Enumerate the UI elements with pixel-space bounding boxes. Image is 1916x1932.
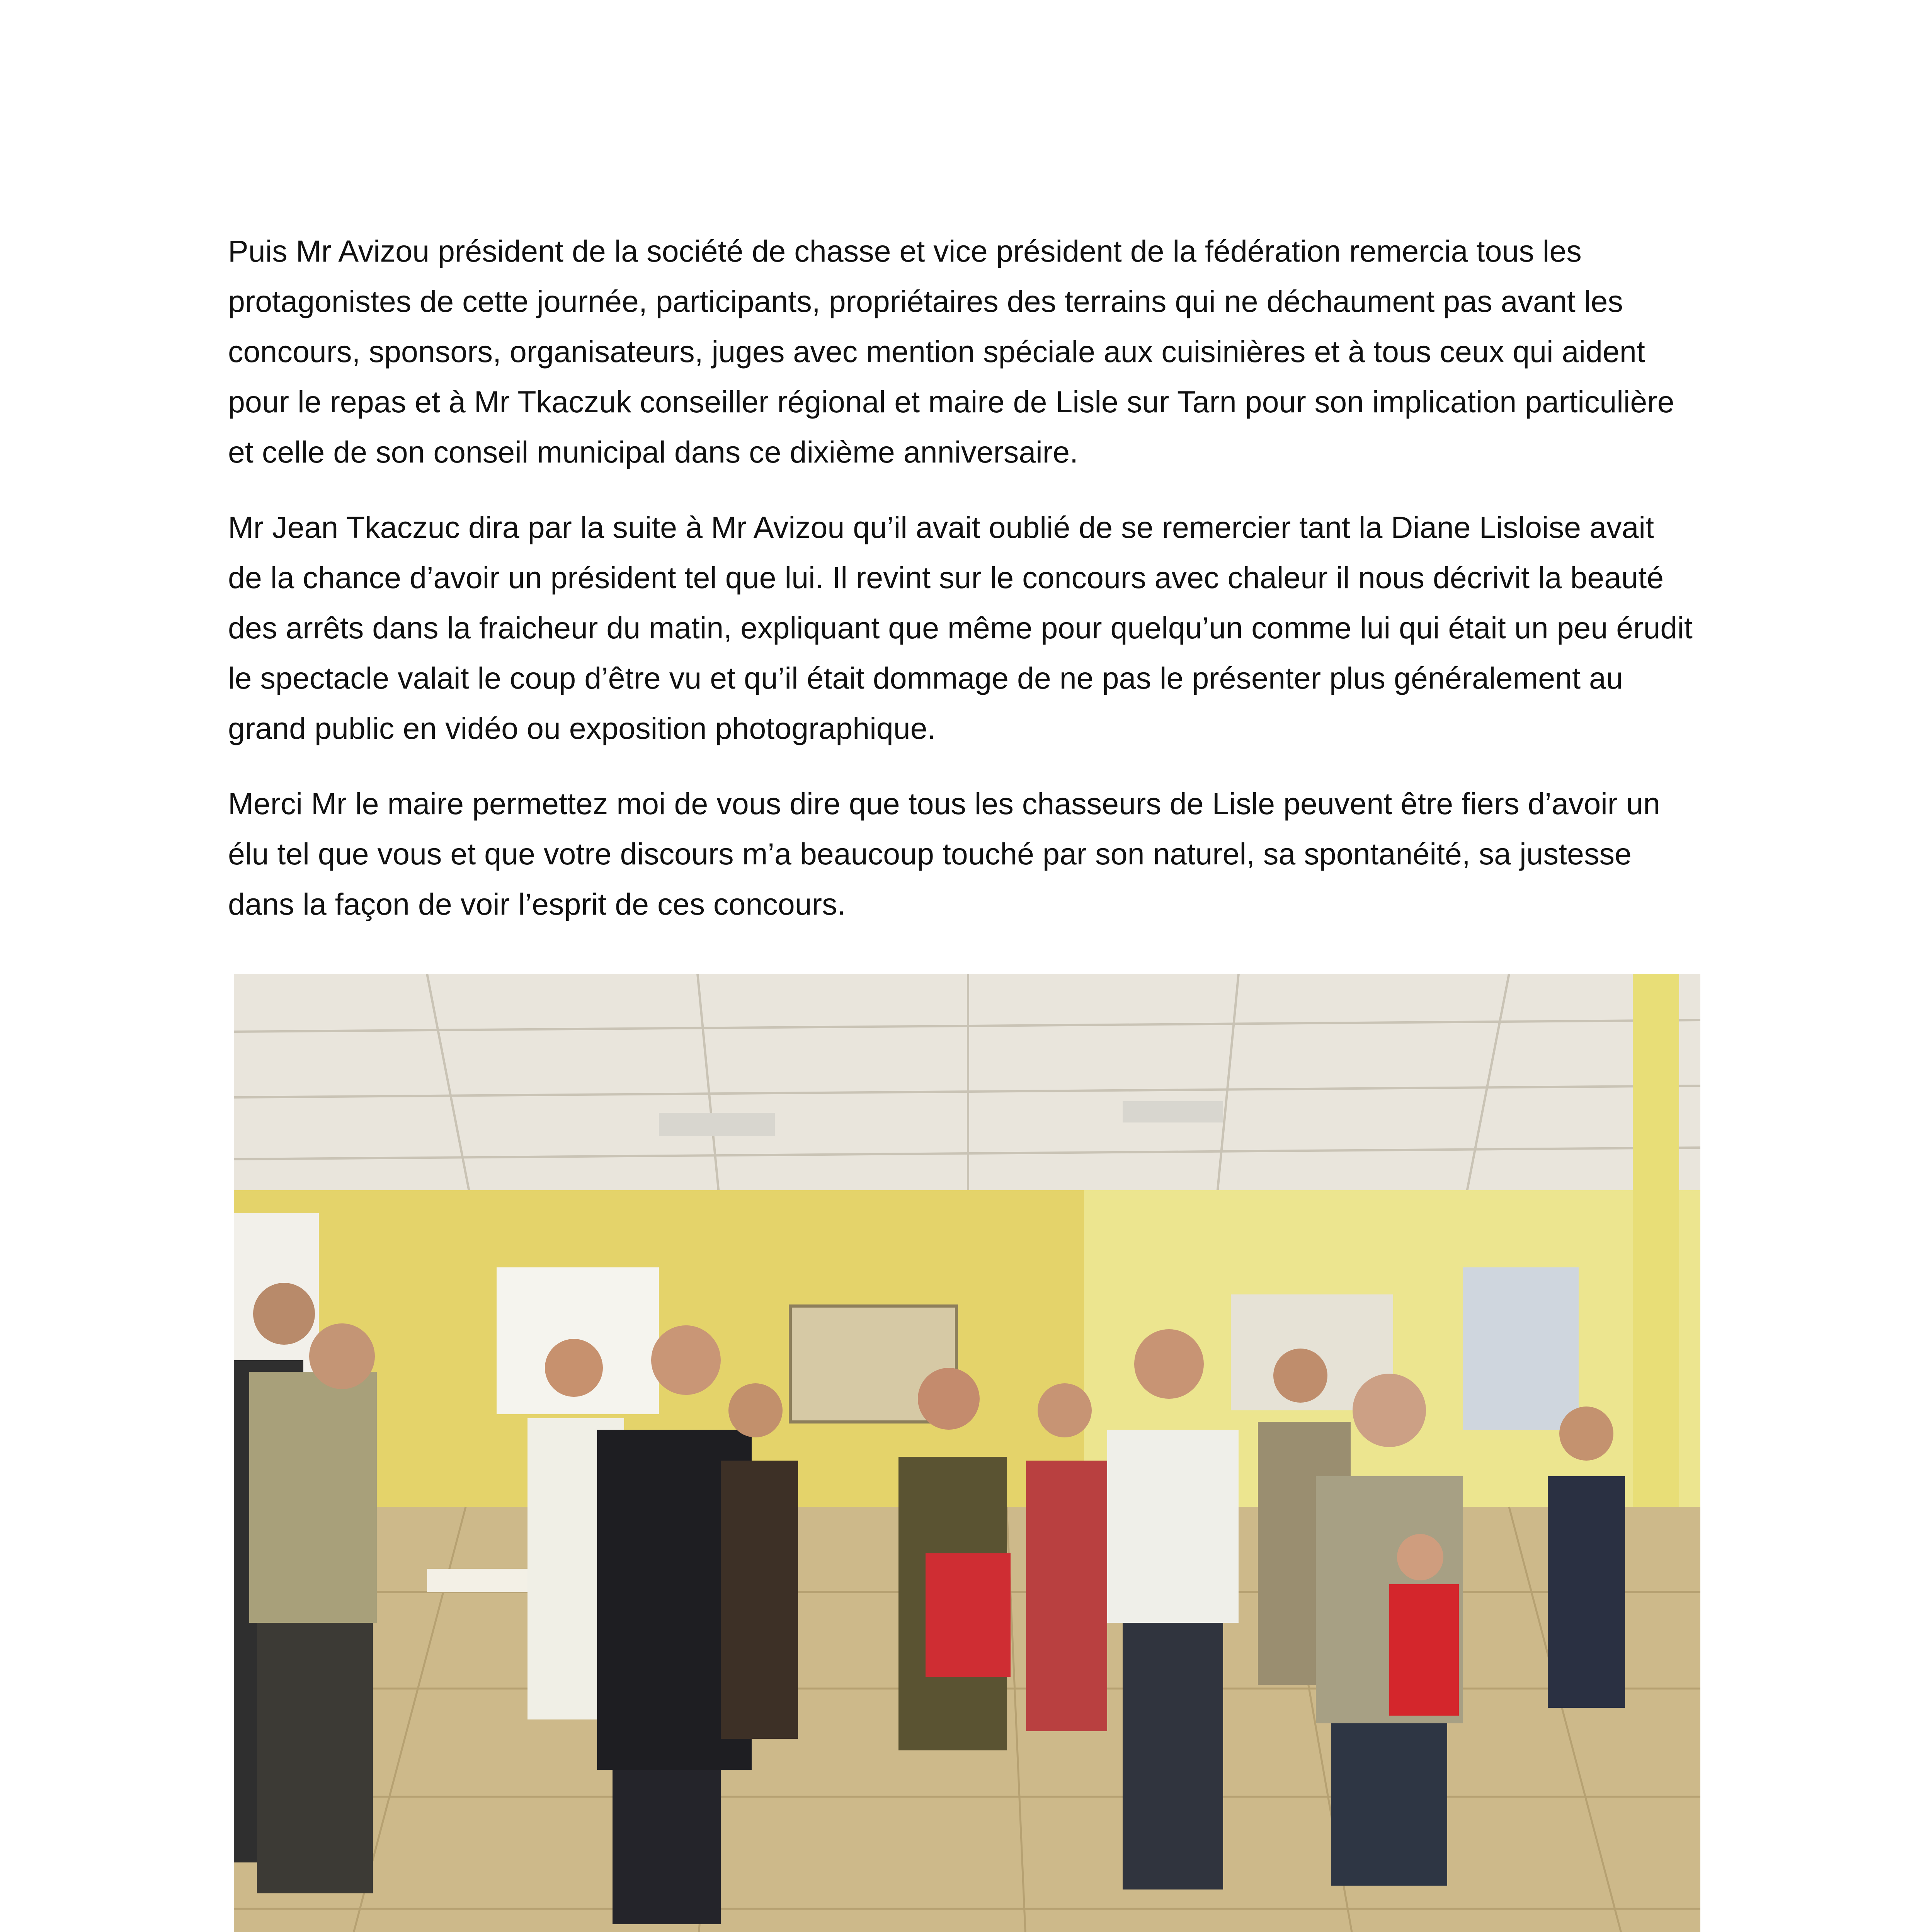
- paragraph-3: Merci Mr le maire permettez moi de vous dire que tous les chasseurs de Lisle peuvent être fiers d’avoir un élu tel que vous et que votre discours m’a beaucoup touché par son naturel, sa spontanéité, sa justesse dans la façon de voir l’esprit de ces concours.: [228, 786, 1660, 921]
- event-photo: [234, 974, 1700, 1932]
- paragraph-1: Puis Mr Avizou président de la société de chasse et vice président de la fédération remercia tous les protagonistes de cette journée, participants, propriétaires des terrains qui ne déchaument pas avant les concours, sponsors, organisateurs, juges avec mention spéciale aux cuisinières et à tous ceux qui aident pour le repas et à Mr Tkaczuk conseiller régional et maire de Lisle sur Tarn pour son implication particulière et celle de son conseil municipal dans ce dixième anniversaire.: [228, 234, 1674, 469]
- paragraph-2: Mr Jean Tkaczuc dira par la suite à Mr Avizou qu’il avait oublié de se remercier tant la Diane Lisloise avait de la chance d’avoir un président tel que lui. Il revint sur le concours avec chaleur il nous décrivit la beauté des arrêts dans la fraicheur du matin, expliquant que même pour quelqu’un comme lui qui était un peu érudit le spectacle valait le coup d’être vu et qu’il était dommage de ne pas le présenter plus généralement au grand public en vidéo ou exposition photographique.: [228, 510, 1693, 745]
